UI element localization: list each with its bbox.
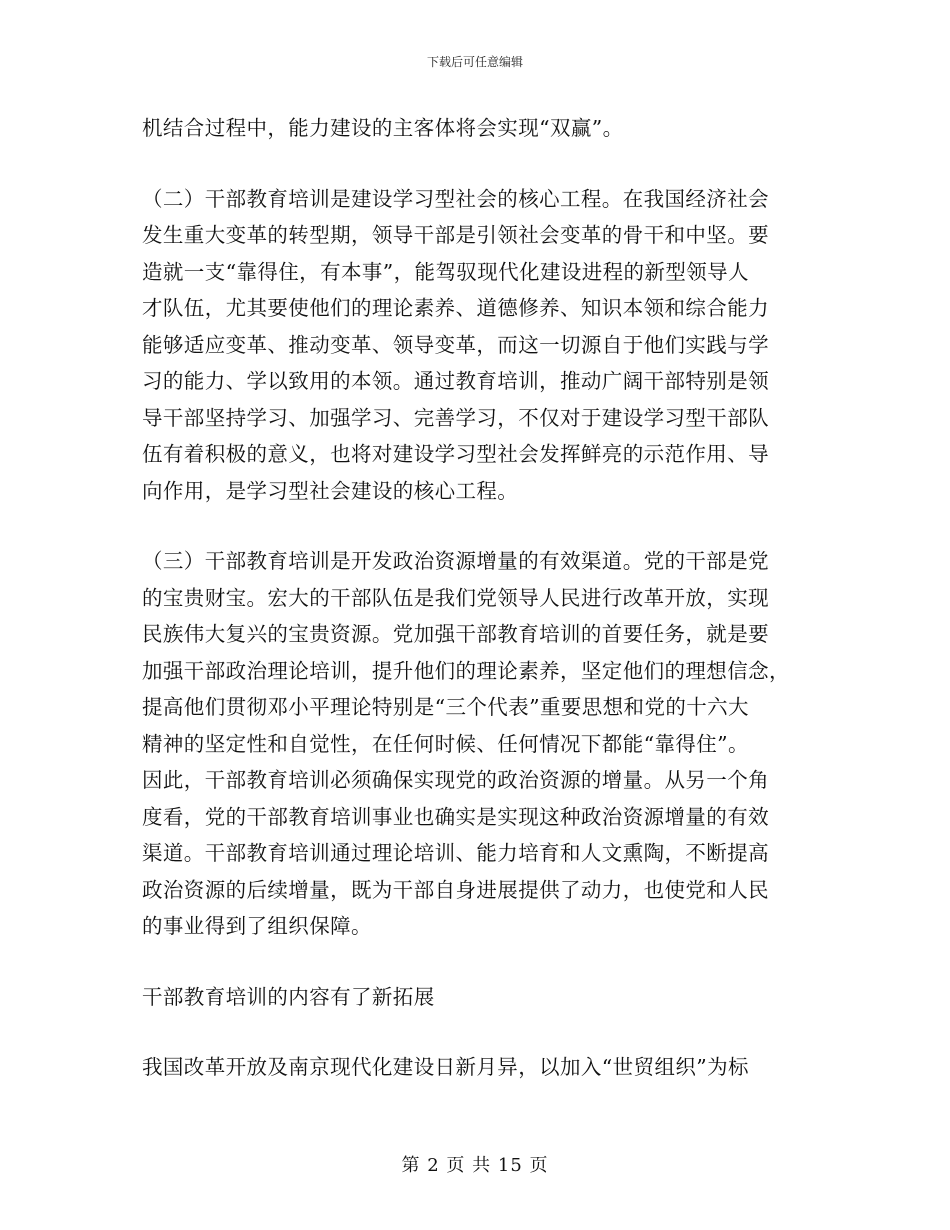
footer-prefix: 第 — [401, 1155, 421, 1176]
text-line: （二）干部教育培训是建设学习型社会的核心工程。在我国经济社会 — [142, 186, 769, 211]
text-line: 发生重大变革的转型期，领导干部是引领社会变革的骨干和中坚。要 — [142, 223, 769, 247]
paragraph — [142, 543, 822, 945]
footer-suffix: 页 — [529, 1155, 549, 1176]
text-line: 才队伍，尤其要使他们的理论素养、道德修养、知识本领和综合能力 — [142, 296, 769, 320]
total-page-count: 15 — [497, 1155, 523, 1176]
text-line: 伍有着积极的意义，也将对建设学习型社会发挥鲜亮的示范作用、导 — [142, 442, 769, 466]
text-line: 的宝贵财宝。宏大的干部队伍是我们党领导人民进行改革开放，实现 — [142, 585, 769, 610]
paragraph — [142, 1049, 822, 1086]
footer-middle: 页 共 — [446, 1155, 492, 1176]
text-line: 渠道。干部教育培训通过理论培训、能力培育和人文熏陶，不断提高 — [142, 841, 769, 865]
text-line: 习的能力、学以致用的本领。通过教育培训，推动广阔干部特别是领 — [142, 369, 769, 393]
text-line: （三）干部教育培训是开发政治资源增量的有效渠道。党的干部是党 — [142, 549, 769, 573]
text-line: 向作用，是学习型社会建设的核心工程。 — [142, 478, 519, 503]
text-line: 干部教育培训的内容有了新拓展 — [142, 984, 435, 1009]
page-header: 下载后可任意编辑 — [426, 55, 523, 69]
document-body — [142, 110, 822, 1086]
text-line: 造就一支“靠得住，有本事”，能驾驭现代化建设进程的新型领导人 — [142, 259, 749, 284]
paragraph — [142, 110, 822, 147]
section-heading — [142, 979, 822, 1016]
text-line: 因此，干部教育培训必须确保实现党的政治资源的增量。从另一个角 — [142, 768, 769, 792]
text-line: 提高他们贯彻邓小平理论特别是“三个代表”重要思想和党的十六大 — [142, 695, 749, 719]
text-line: 政治资源的后续增量，既为干部自身进展提供了动力，也使党和人民 — [142, 877, 769, 902]
text-line: 的事业得到了组织保障。 — [142, 914, 372, 938]
text-line: 精神的坚定性和自觉性，在任何时候、任何情况下都能“靠得住”。 — [142, 731, 749, 756]
text-line: 度看，党的干部教育培训事业也确实是实现这种政治资源增量的有效 — [142, 804, 769, 829]
current-page-number: 2 — [427, 1155, 440, 1176]
page-footer — [0, 1154, 950, 1178]
text-line: 加强干部政治理论培训，提升他们的理论素养，坚定他们的理想信念， — [142, 658, 790, 683]
text-line: 导干部坚持学习、加强学习、完善学习，不仅对于建设学习型干部队 — [142, 405, 769, 430]
text-line: 能够适应变革、推动变革、领导变革，而这一切源自于他们实践与学 — [142, 332, 769, 357]
text-line: 我国改革开放及南京现代化建设日新月异，以加入“世贸组织”为标 — [142, 1055, 749, 1079]
text-line: 民族伟大复兴的宝贵资源。党加强干部教育培训的首要任务，就是要 — [142, 622, 769, 646]
text-line: 机结合过程中，能力建设的主客体将会实现“双赢”。 — [142, 116, 624, 140]
paragraph — [142, 181, 822, 510]
